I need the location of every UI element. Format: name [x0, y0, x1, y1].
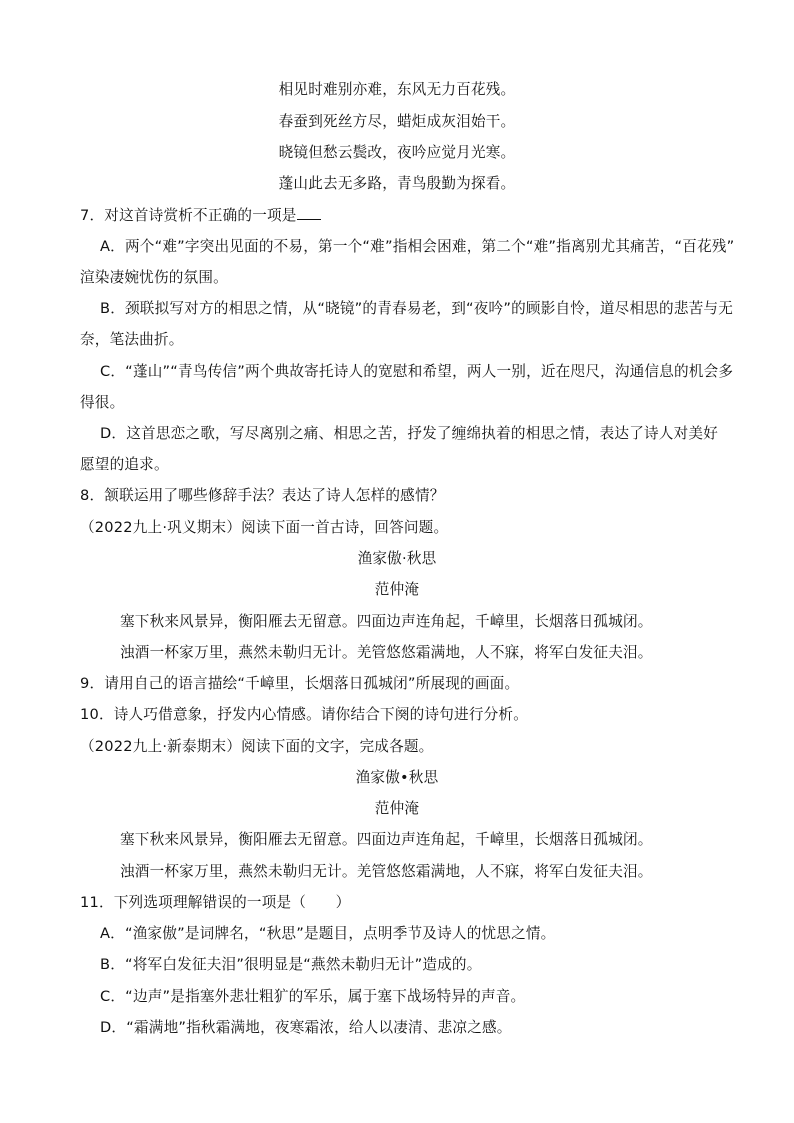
q7-option-a-line-1: A．两个“难”字突出见面的不易，第一个“难”指相会困难，第二个“难”指离别尤其痛苦，“百花残” [100, 238, 735, 255]
q7-option-b-line-2: 奈，笔法曲折。 [80, 331, 184, 348]
question-7-text: 7．对这首诗赏析不正确的一项是 [80, 207, 297, 224]
question-10: 10．诗人巧借意象，抒发内心情感。请你结合下阕的诗句进行分析。 [80, 706, 528, 723]
question-8: 8．颔联运用了哪些修辞手法？表达了诗人怎样的感情？ [80, 487, 445, 504]
section3-source: （2022九上·新泰期末）阅读下面的文字，完成各题。 [80, 738, 434, 755]
section3-line-1: 塞下秋来风景异，衡阳雁去无留意。四面边声连角起，千嶂里，长烟落日孤城闭。 [120, 831, 653, 848]
poem1-line-2: 春蚕到死丝方尽，蜡炬成灰泪始干。 [278, 113, 516, 130]
question-9: 9．请用自己的语言描绘“千嶂里，长烟落日孤城闭”所展现的画面。 [80, 675, 520, 692]
q7-option-c-line-1: C．“蓬山”“青鸟传信”两个典故寄托诗人的宽慰和希望，两人一别，近在咫尺，沟通信息的机会多 [100, 363, 734, 380]
q7-option-c-line-2: 得很。 [80, 394, 125, 411]
section2-title: 渔家傲·秋思 [357, 550, 437, 567]
section2-line-1: 塞下秋来风景异，衡阳雁去无留意。四面边声连角起，千嶂里，长烟落日孤城闭。 [120, 613, 653, 630]
section3-line-2: 浊酒一杯家万里，燕然未勒归无计。羌管悠悠霜满地，人不寐，将军白发征夫泪。 [120, 863, 653, 880]
answer-blank [297, 205, 321, 220]
question-7-stem [80, 205, 321, 226]
q7-option-a-line-2: 渲染凄婉忧伤的氛围。 [80, 269, 228, 286]
q11-option-b: B．“将军白发征夫泪”很明显是“燕然未勒归无计”造成的。 [100, 956, 482, 973]
q7-option-d-line-2: 愿望的追求。 [80, 456, 169, 473]
section2-line-2: 浊酒一杯家万里，燕然未勒归无计。羌管悠悠霜满地，人不寐，将军白发征夫泪。 [120, 644, 653, 661]
section3-title: 渔家傲•秋思 [355, 769, 439, 786]
question-11-stem: 11．下列选项理解错误的一项是（ ） [80, 894, 351, 911]
poem1-line-4: 蓬山此去无多路，青鸟殷勤为探看。 [278, 175, 516, 192]
q7-option-b-line-1: B．颈联拟写对方的相思之情，从“晓镜”的青春易老，到“夜吟”的顾影自怜，道尽相思的悲苦与无 [100, 300, 734, 317]
q11-option-d: D．“霜满地”指秋霜满地，夜寒霜浓，给人以凄清、悲凉之感。 [100, 1019, 512, 1036]
poem1-line-3: 晓镜但愁云鬓改，夜吟应觉月光寒。 [278, 144, 516, 161]
section2-author: 范仲淹 [374, 581, 420, 598]
q11-option-a: A．“渔家傲”是词牌名，“秋思”是题目，点明季节及诗人的忧思之情。 [100, 925, 556, 942]
q11-option-c: C．“边声”是指塞外悲壮粗犷的军乐，属于塞下战场特异的声音。 [100, 988, 526, 1005]
section3-author: 范仲淹 [374, 800, 420, 817]
q7-option-d-line-1: D．这首思恋之歌，写尽离别之痛、相思之苦，抒发了缠绵执着的相思之情，表达了诗人对美好 [100, 425, 718, 442]
poem1-line-1: 相见时难别亦难，东风无力百花残。 [278, 81, 516, 98]
section2-source: （2022九上·巩义期末）阅读下面一首古诗，回答问题。 [80, 519, 449, 536]
